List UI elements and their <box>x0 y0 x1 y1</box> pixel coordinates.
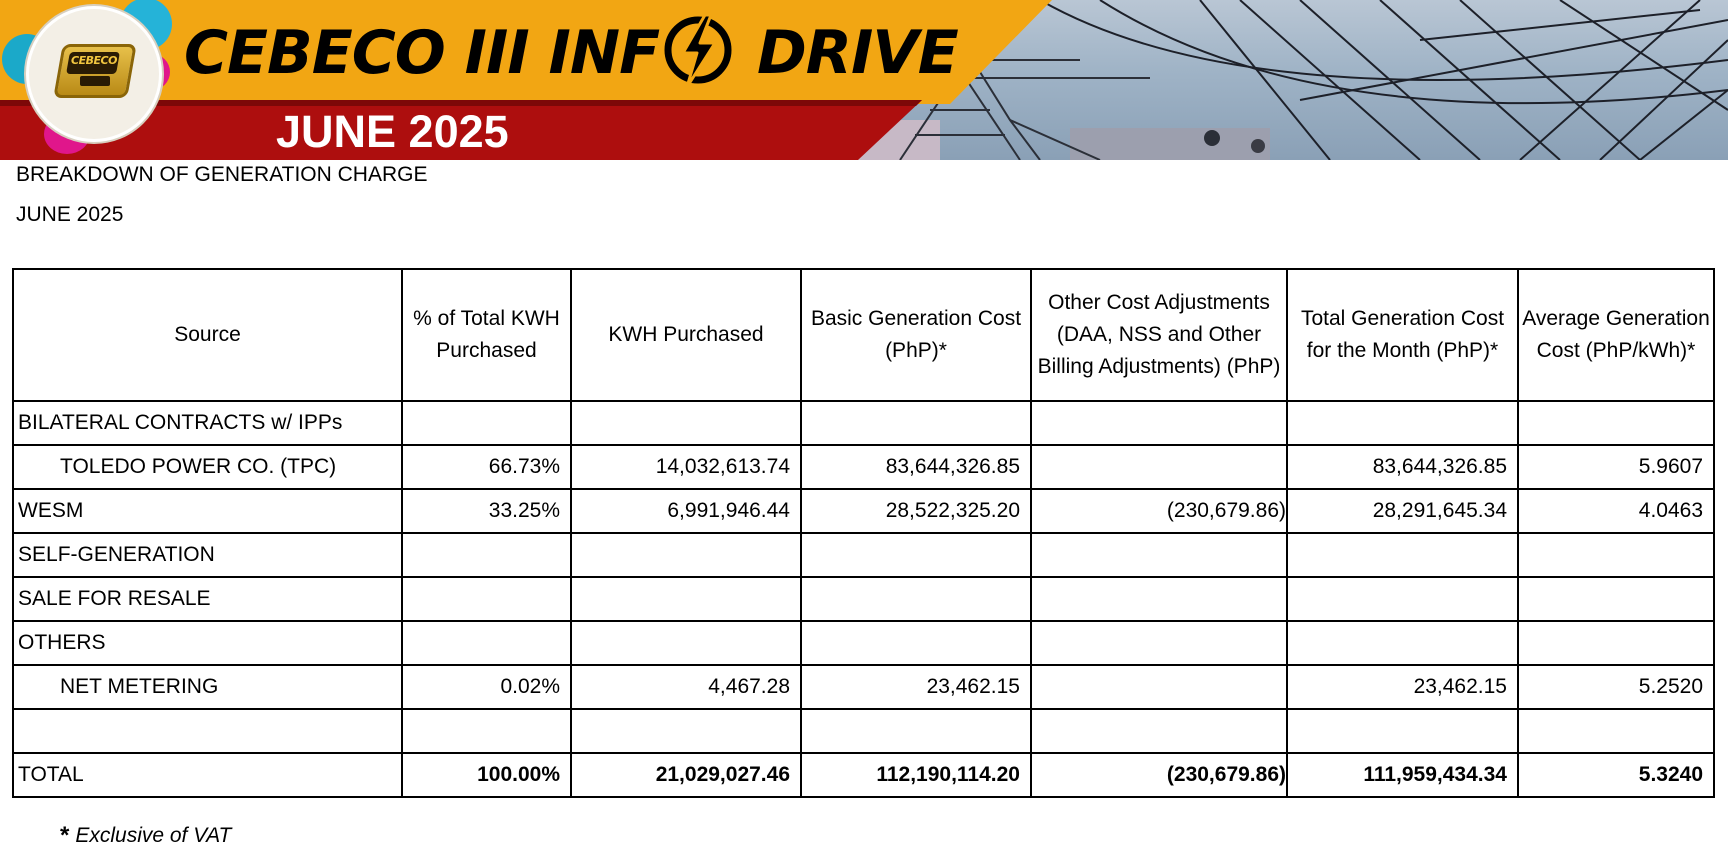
table-header-row <box>13 269 1714 401</box>
cell-kwh: 4,467.28 <box>571 665 801 709</box>
footnote-text: Exclusive of VAT <box>75 824 232 847</box>
cell-pct: 33.25% <box>402 489 571 533</box>
cell-kwh <box>571 621 801 665</box>
cell-total-cost: 83,644,326.85 <box>1287 445 1518 489</box>
cell-source: SALE FOR RESALE <box>13 577 402 621</box>
cell-other-adjustments <box>1031 577 1287 621</box>
cell-kwh <box>571 709 801 753</box>
cell-average-cost <box>1518 577 1714 621</box>
table-row-net-metering <box>13 665 1714 709</box>
cell-basic-cost: 83,644,326.85 <box>801 445 1031 489</box>
cell-average-cost <box>1518 709 1714 753</box>
logo-plate-sub <box>80 76 110 86</box>
cell-kwh: 14,032,613.74 <box>571 445 801 489</box>
cell-source: OTHERS <box>13 621 402 665</box>
cell-source: SELF-GENERATION <box>13 533 402 577</box>
cell-pct: 0.02% <box>402 665 571 709</box>
cell-average-cost: 4.0463 <box>1518 489 1714 533</box>
column-header-other-cost-adjustments: Other Cost Adjustments (DAA, NSS and Other Billing Adjustments) (PhP) <box>1031 269 1287 401</box>
banner-title-left: CEBECO III INF <box>184 18 660 88</box>
table-row-wesm <box>13 489 1714 533</box>
cebeco-logo <box>22 6 160 144</box>
cell-basic-cost <box>801 621 1031 665</box>
cell-total-cost: 28,291,645.34 <box>1287 489 1518 533</box>
cell-total-cost <box>1287 709 1518 753</box>
cell-total-cost: 23,462.15 <box>1287 665 1518 709</box>
cell-source: WESM <box>13 489 402 533</box>
cell-source: TOLEDO POWER CO. (TPC) <box>13 445 402 489</box>
banner-month: JUNE 2025 <box>276 106 509 157</box>
logo-text: CEBECO <box>71 54 117 67</box>
lightning-bolt-icon <box>659 11 737 89</box>
column-header-average-generation-cost: Average Generation Cost (PhP/kWh)* <box>1518 269 1714 401</box>
cell-kwh <box>571 577 801 621</box>
cell-total-cost <box>1287 533 1518 577</box>
banner-title-right: DRIVE <box>756 18 958 88</box>
document-title: BREAKDOWN OF GENERATION CHARGE <box>16 163 428 186</box>
cell-average-cost: 5.2520 <box>1518 665 1714 709</box>
cell-average-cost <box>1518 401 1714 445</box>
cell-basic-cost: 112,190,114.20 <box>801 753 1031 797</box>
cell-other-adjustments: (230,679.86) <box>1031 489 1287 533</box>
column-header-source: Source <box>13 269 402 401</box>
table-row-sale-for-resale <box>13 577 1714 621</box>
cell-total-cost <box>1287 577 1518 621</box>
table-row-toledo-power <box>13 445 1714 489</box>
generation-charge-table <box>12 268 1715 798</box>
cell-pct <box>402 621 571 665</box>
cell-kwh: 21,029,027.46 <box>571 753 801 797</box>
table-row-self-generation <box>13 533 1714 577</box>
cell-source: NET METERING <box>13 665 402 709</box>
column-header-pct-total-kwh: % of Total KWH Purchased <box>402 269 571 401</box>
cell-kwh: 6,991,946.44 <box>571 489 801 533</box>
column-header-total-generation-cost: Total Generation Cost for the Month (PhP)* <box>1287 269 1518 401</box>
cell-basic-cost <box>801 401 1031 445</box>
cell-average-cost <box>1518 533 1714 577</box>
column-header-kwh-purchased: KWH Purchased <box>571 269 801 401</box>
table-row-total <box>13 753 1714 797</box>
cell-average-cost: 5.3240 <box>1518 753 1714 797</box>
cell-pct: 66.73% <box>402 445 571 489</box>
cell-source: BILATERAL CONTRACTS w/ IPPs <box>13 401 402 445</box>
cell-basic-cost <box>801 577 1031 621</box>
cell-other-adjustments <box>1031 445 1287 489</box>
column-header-basic-generation-cost: Basic Generation Cost (PhP)* <box>801 269 1031 401</box>
cell-average-cost: 5.9607 <box>1518 445 1714 489</box>
cell-basic-cost: 28,522,325.20 <box>801 489 1031 533</box>
table-row-others <box>13 621 1714 665</box>
footnote <box>60 822 231 850</box>
cell-basic-cost: 23,462.15 <box>801 665 1031 709</box>
cell-pct: 100.00% <box>402 753 571 797</box>
table-row-bilateral-contracts <box>13 401 1714 445</box>
cell-pct <box>402 709 571 753</box>
cell-other-adjustments <box>1031 709 1287 753</box>
cell-source <box>13 709 402 753</box>
cell-total-cost <box>1287 621 1518 665</box>
document-period: JUNE 2025 <box>16 203 124 226</box>
footnote-asterisk: * <box>60 822 70 849</box>
cell-other-adjustments <box>1031 665 1287 709</box>
banner-title <box>184 8 958 98</box>
cell-total-cost <box>1287 401 1518 445</box>
cell-average-cost <box>1518 621 1714 665</box>
cell-basic-cost <box>801 533 1031 577</box>
cell-pct <box>402 533 571 577</box>
cell-total-cost: 111,959,434.34 <box>1287 753 1518 797</box>
cell-basic-cost <box>801 709 1031 753</box>
cell-source: TOTAL <box>13 753 402 797</box>
cell-pct <box>402 577 571 621</box>
banner <box>0 0 1728 160</box>
cell-pct <box>402 401 571 445</box>
cell-kwh <box>571 533 801 577</box>
table-row-blank <box>13 709 1714 753</box>
cell-other-adjustments: (230,679.86) <box>1031 753 1287 797</box>
cell-other-adjustments <box>1031 533 1287 577</box>
cell-kwh <box>571 401 801 445</box>
cell-other-adjustments <box>1031 401 1287 445</box>
cell-other-adjustments <box>1031 621 1287 665</box>
